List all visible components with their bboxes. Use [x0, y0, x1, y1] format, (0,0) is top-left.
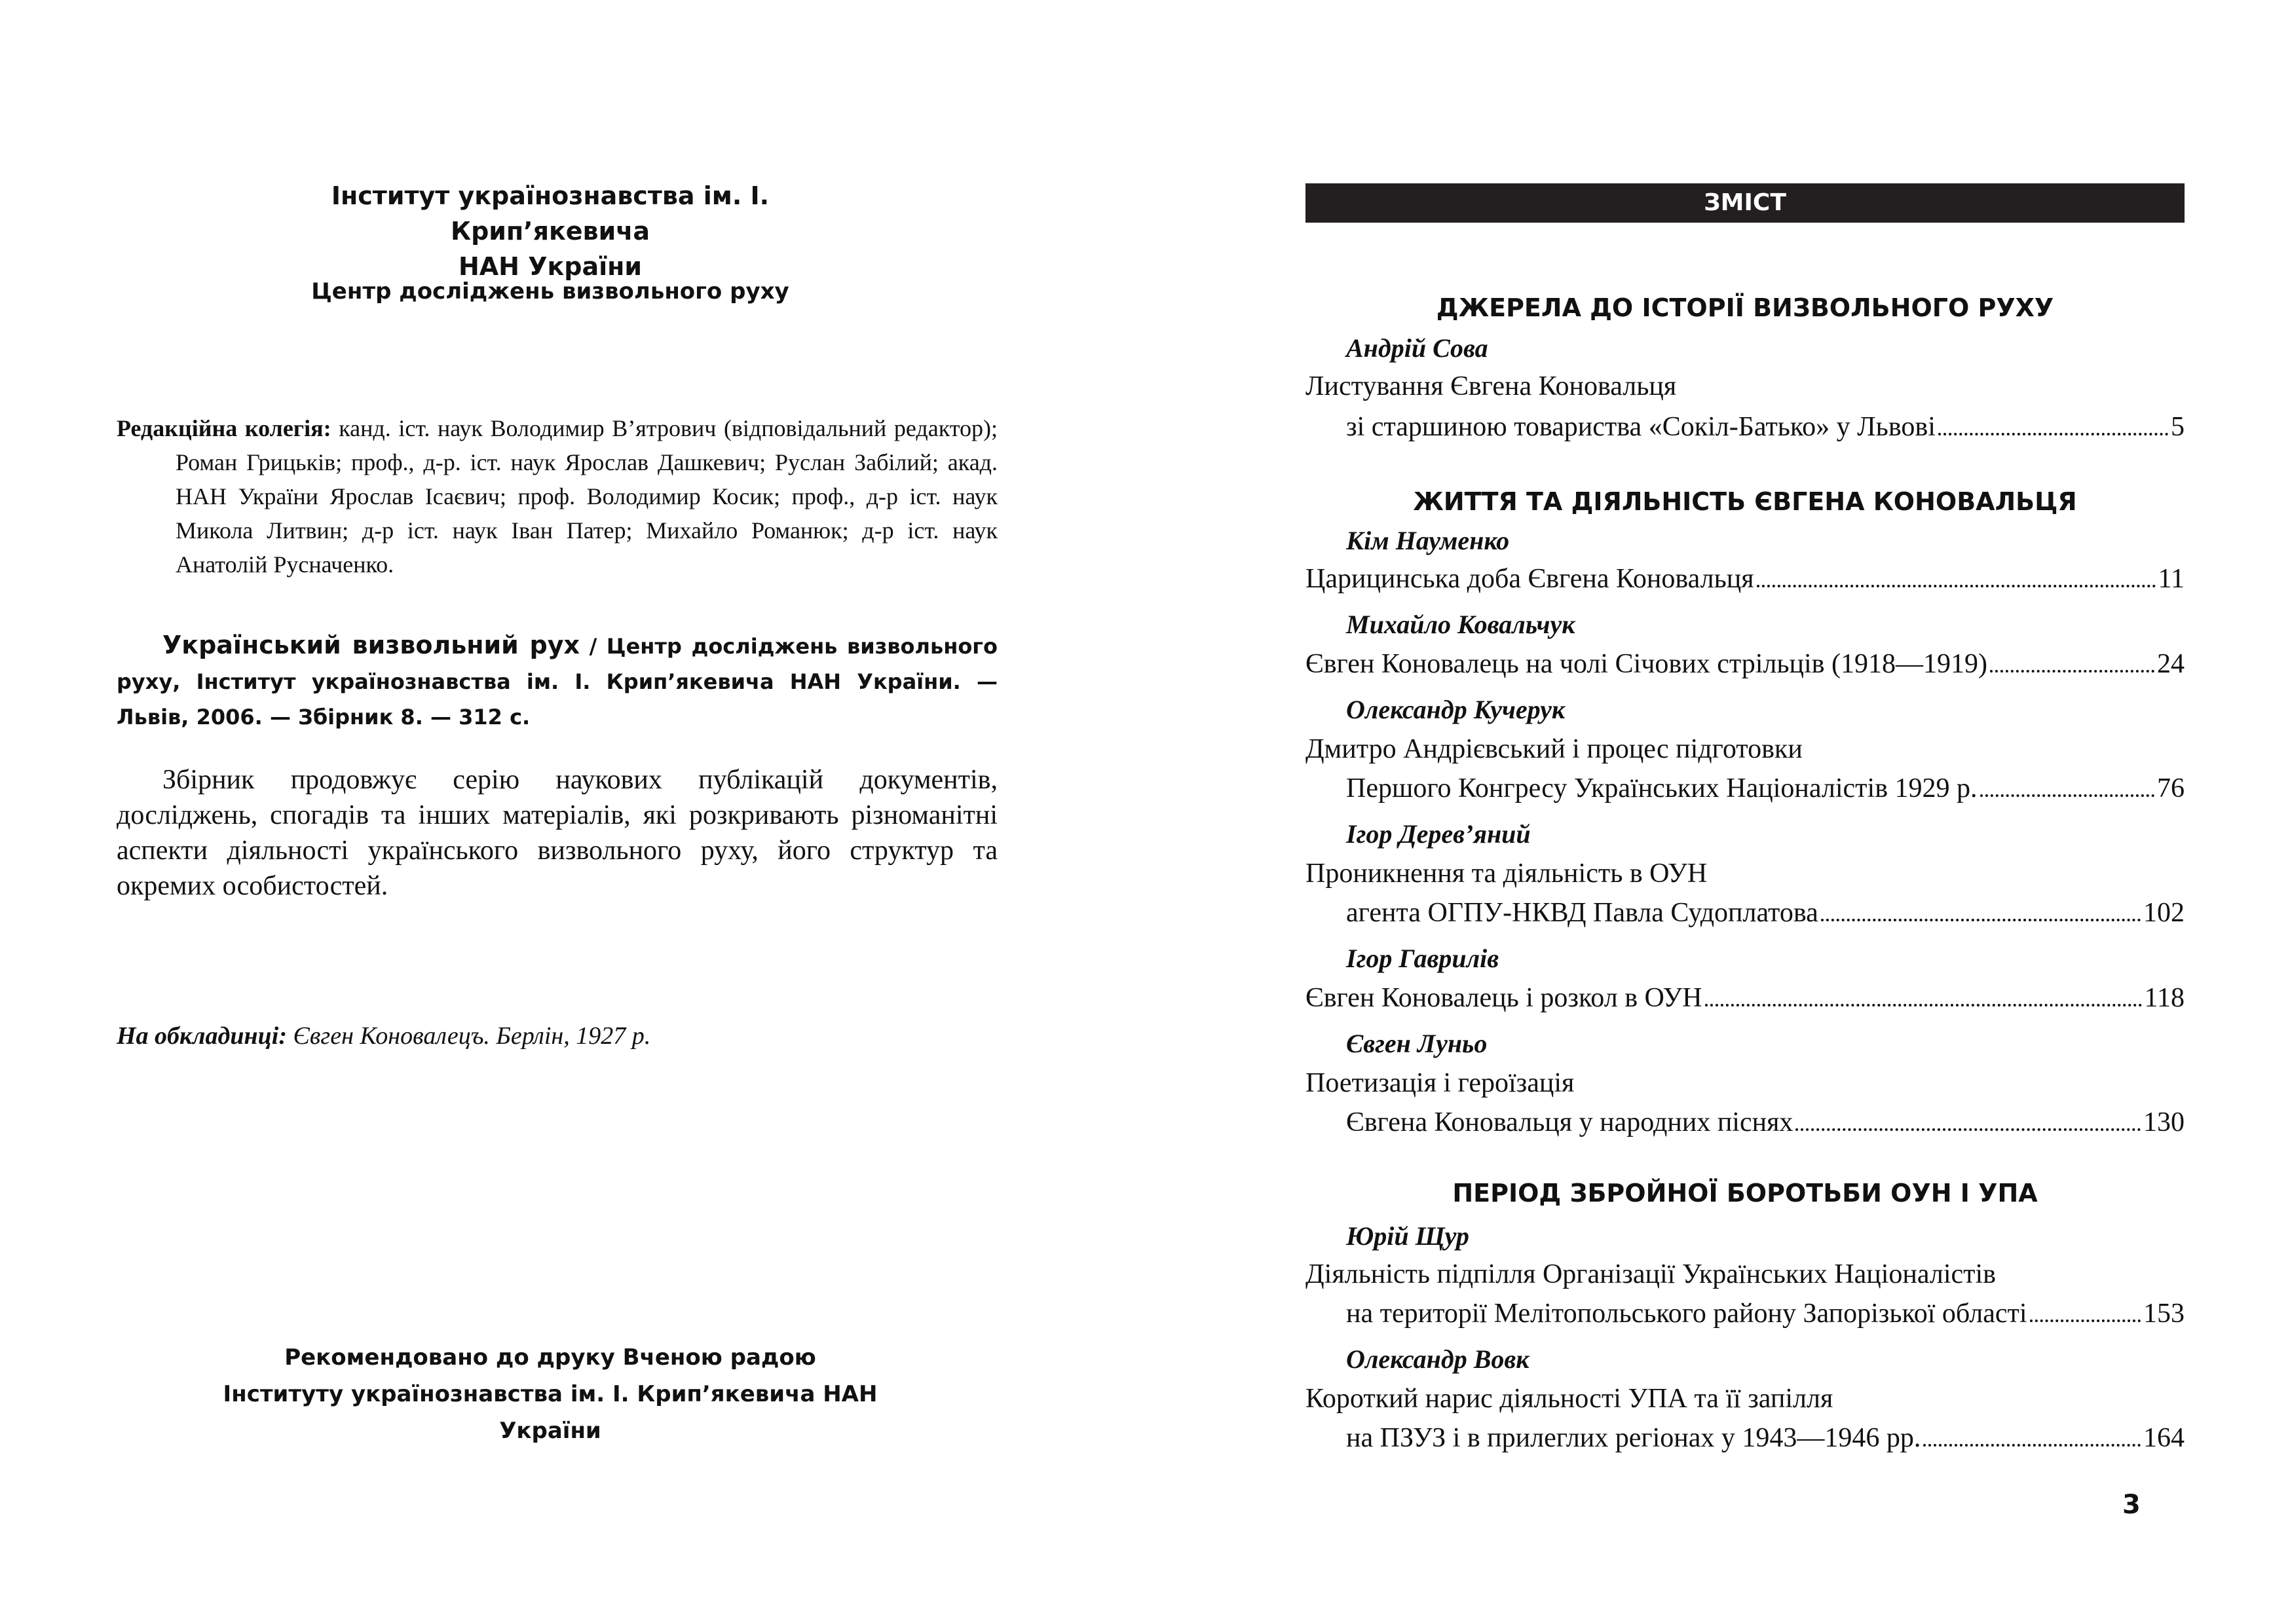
institute-name: [249, 178, 852, 284]
cover-note: [117, 1022, 998, 1050]
section-heading-life: ЖИТТЯ ТА ДІЯЛЬНІСТЬ ЄВГЕНА КОНОВАЛЬЦЯ: [1413, 487, 2077, 516]
page-number: 3: [2122, 1490, 2141, 1520]
toc-author: Ігор Гаврилів: [1346, 944, 1499, 973]
toc-entry-title: на території Мелітопольського району Запорізької області: [1346, 1299, 2027, 1329]
recommend-line-1: Рекомендовано до друку Вченою радою: [284, 1344, 816, 1371]
toc-page-number: 102: [2143, 898, 2185, 928]
institute-line-2: НАН України: [458, 252, 643, 281]
toc-entry-line: [1346, 1298, 2185, 1329]
cover-text: Євген Коновалецъ. Берлін, 1927 р.: [286, 1022, 651, 1050]
toc-entry-title: Поетизація і героїзація: [1305, 1068, 1575, 1098]
recommendation: [183, 1339, 917, 1449]
dot-leader: [1795, 1128, 2141, 1131]
toc-page-number: 11: [2158, 564, 2185, 594]
dot-leader: [2030, 1320, 2141, 1322]
toc-author: Кім Науменко: [1346, 526, 1510, 555]
dot-leader: [1980, 794, 2154, 797]
toc-author: Андрій Сова: [1346, 333, 1488, 363]
summary-paragraph: Збірник продовжує серію наукових публікацій документів, досліджень, спогадів та інших матеріалів, які розкривають різноманітні аспекти діяльності українського визвольного руху, його структур та окремих особистостей.: [117, 765, 998, 901]
toc-author: Юрій Щур: [1346, 1221, 1469, 1251]
dot-leader: [1821, 919, 2141, 921]
toc-entry-line: [1346, 1422, 2185, 1454]
toc-entry-line: [1346, 773, 2185, 804]
toc-page-number: 118: [2144, 983, 2185, 1013]
dot-leader: [1990, 670, 2154, 673]
institute-line-1: Інститут українознавства ім. І. Крип’якевича: [331, 181, 770, 246]
dot-leader: [1705, 1004, 2142, 1006]
toc-entry-title: зі старшиною товариства «Сокіл-Батько» у Львові: [1346, 412, 1936, 442]
toc-entry-title: Діяльність підпілля Організації Українських Націоналістів: [1305, 1259, 1996, 1289]
recommend-line-2: Інституту українознавства ім. І. Крип’якевича НАН України: [223, 1381, 878, 1444]
biblio-details: / Центр досліджень визвольного руху, Інститут українознавства ім. І. Крип’якевича НАН України. — Львів, 2006. — Збірник 8. — 312 с.: [117, 634, 998, 729]
toc-entry-title: Євген Коновалець на чолі Січових стрільців (1918—1919): [1305, 649, 1987, 679]
toc-page-number: 5: [2171, 412, 2185, 442]
toc-entry-line: [1305, 563, 2185, 595]
toc-entry-title: Першого Конгресу Українських Націоналістів 1929 р.: [1346, 773, 1978, 803]
toc-page-number: 130: [2143, 1107, 2185, 1137]
toc-entry-title: на ПЗУЗ і в прилеглих регіонах у 1943—1946 рр.: [1346, 1423, 1921, 1453]
board-text: канд. іст. наук Володимир В’ятрович (відповідальний редактор); Роман Грицьків; проф., д-р. іст. наук Ярослав Дашкевич; Руслан Забілий; акад. НАН України Ярослав Ісаєвич; проф. Володимир Косик; проф., д-р іст. наук Микола Литвин; д-р іст. наук Іван Патер; Михайло Романюк; д-р іст. наук Анатолій Русначенко.: [176, 415, 998, 578]
board-label: Редакційна колегія:: [117, 415, 331, 441]
toc-page-number: 24: [2157, 649, 2185, 679]
toc-entry-title: Дмитро Андрієвський і процес підготовки: [1305, 734, 1803, 764]
section-heading-armed-struggle: ПЕРІОД ЗБРОЙНОЇ БОРОТЬБИ ОУН І УПА: [1452, 1179, 2038, 1208]
toc-entry-title: Проникнення та діяльність в ОУН: [1305, 858, 1708, 889]
section-heading-sources: ДЖЕРЕЛА ДО ІСТОРІЇ ВИЗВОЛЬНОГО РУХУ: [1436, 293, 2054, 322]
dot-leader: [1757, 585, 2156, 587]
editorial-board: [117, 411, 998, 581]
toc-entry-title: агента ОГПУ-НКВД Павла Судоплатова: [1346, 898, 1818, 928]
toc-entry-line: [1346, 897, 2185, 929]
toc-entry-line: [1346, 411, 2185, 443]
toc-entry-title: Короткий нарис діяльності УПА та її запілля: [1305, 1384, 1833, 1414]
toc-author: Олександр Кучерук: [1346, 695, 1566, 724]
toc-author: Ігор Дерев’яний: [1346, 819, 1531, 849]
toc-entry-title: Листування Євгена Коновальця: [1305, 371, 1677, 401]
toc-title-bar: ЗМІСТ: [1305, 183, 2185, 223]
toc-entry-title: Євгена Коновальця у народних піснях: [1346, 1107, 1793, 1137]
toc-author: Олександр Вовк: [1346, 1344, 1530, 1374]
toc-entry-title: Євген Коновалець і розкол в ОУН: [1305, 983, 1702, 1013]
toc-entry-line: [1305, 648, 2185, 680]
bibliographic-record: [117, 627, 998, 735]
toc-entry-title: Царицинська доба Євгена Коновальця: [1305, 564, 1754, 594]
dot-leader: [1923, 1444, 2141, 1447]
cover-label: На обкладинці:: [117, 1022, 287, 1050]
toc-author: Євген Луньо: [1346, 1029, 1488, 1058]
toc-entry-line: [1346, 1107, 2185, 1138]
toc-author: Михайло Ковальчук: [1346, 610, 1575, 639]
dot-leader: [1938, 433, 2168, 435]
biblio-title: Український визвольний рух: [162, 631, 580, 659]
toc-page-number: 153: [2143, 1299, 2185, 1329]
toc-page-number: 164: [2143, 1423, 2185, 1453]
toc-page-number: 76: [2157, 773, 2185, 803]
toc-entry-line: [1305, 982, 2185, 1014]
center-name: Центр досліджень визвольного руху: [311, 278, 789, 304]
